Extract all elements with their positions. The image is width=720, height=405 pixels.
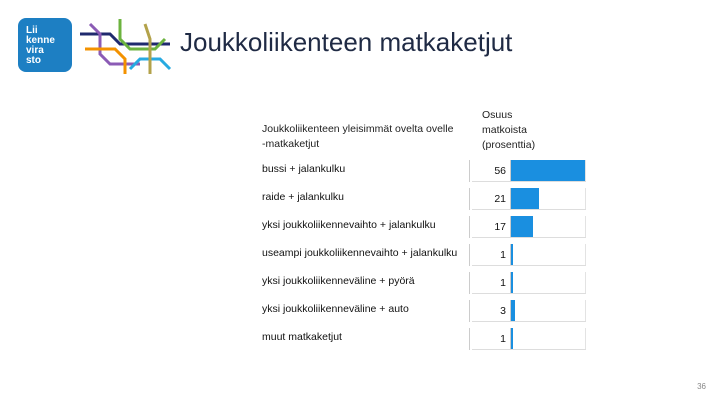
row-divider [472, 237, 586, 238]
table-row [262, 160, 592, 182]
row-value: 56 [494, 165, 506, 177]
row-value: 3 [500, 305, 506, 317]
row-label: useampi joukkoliikennevaihto + jalankulku [262, 247, 458, 259]
value-bar [511, 244, 513, 266]
row-label: bussi + jalankulku [262, 163, 346, 175]
value-bar [511, 216, 533, 238]
row-divider [472, 209, 586, 210]
row-label: yksi joukkoliikenneväline + pyörä [262, 275, 415, 287]
column-separator [469, 188, 470, 210]
row-divider [472, 349, 586, 350]
bar-cell [510, 160, 586, 182]
row-value: 1 [500, 333, 506, 345]
table-row [262, 328, 592, 350]
bar-cell [510, 216, 586, 238]
value-bar [511, 188, 539, 210]
header-left-line-2: -matkaketjut [262, 138, 320, 150]
value-bar [511, 160, 585, 182]
logo-box [18, 18, 72, 72]
table-row [262, 272, 592, 294]
liikennevirasto-logo [18, 14, 166, 86]
table-header-right [482, 108, 562, 153]
column-separator [469, 244, 470, 266]
row-label: yksi joukkoliikenneväline + auto [262, 303, 409, 315]
value-bar [511, 272, 513, 294]
header-right-line-3: (prosenttia) [482, 139, 536, 151]
column-separator [469, 160, 470, 182]
row-divider [472, 265, 586, 266]
bar-cell [510, 272, 586, 294]
value-bar [511, 300, 515, 322]
bar-cell [510, 244, 586, 266]
table-row [262, 216, 592, 238]
bar-cell [510, 188, 586, 210]
header-left-line-1: Joukkoliikenteen yleisimmät ovelta ovelle [262, 123, 454, 135]
row-value: 17 [494, 221, 506, 233]
table-row [262, 244, 592, 266]
column-separator [469, 300, 470, 322]
page-number: 36 [697, 382, 706, 391]
value-bar [511, 328, 513, 350]
header-right-line-2: matkoista [482, 124, 527, 136]
header-right-line-1: Osuus [482, 109, 513, 121]
row-value: 1 [500, 277, 506, 289]
row-divider [472, 293, 586, 294]
table-row [262, 188, 592, 210]
row-value: 21 [494, 193, 506, 205]
travel-chain-table [262, 108, 592, 353]
logo-text: Lii kenne vira sto [26, 25, 55, 66]
logo-route-lines-icon [70, 14, 180, 86]
table-header-left [262, 122, 472, 152]
row-label: raide + jalankulku [262, 191, 345, 203]
column-separator [469, 272, 470, 294]
row-divider [472, 321, 586, 322]
column-separator [469, 216, 470, 238]
row-label: yksi joukkoliikennevaihto + jalankulku [262, 219, 436, 231]
bar-cell [510, 300, 586, 322]
row-label: muut matkaketjut [262, 331, 342, 343]
column-separator [469, 328, 470, 350]
row-value: 1 [500, 249, 506, 261]
page-title: Joukkoliikenteen matkaketjut [180, 27, 513, 57]
bar-cell [510, 328, 586, 350]
table-row [262, 300, 592, 322]
row-divider [472, 181, 586, 182]
